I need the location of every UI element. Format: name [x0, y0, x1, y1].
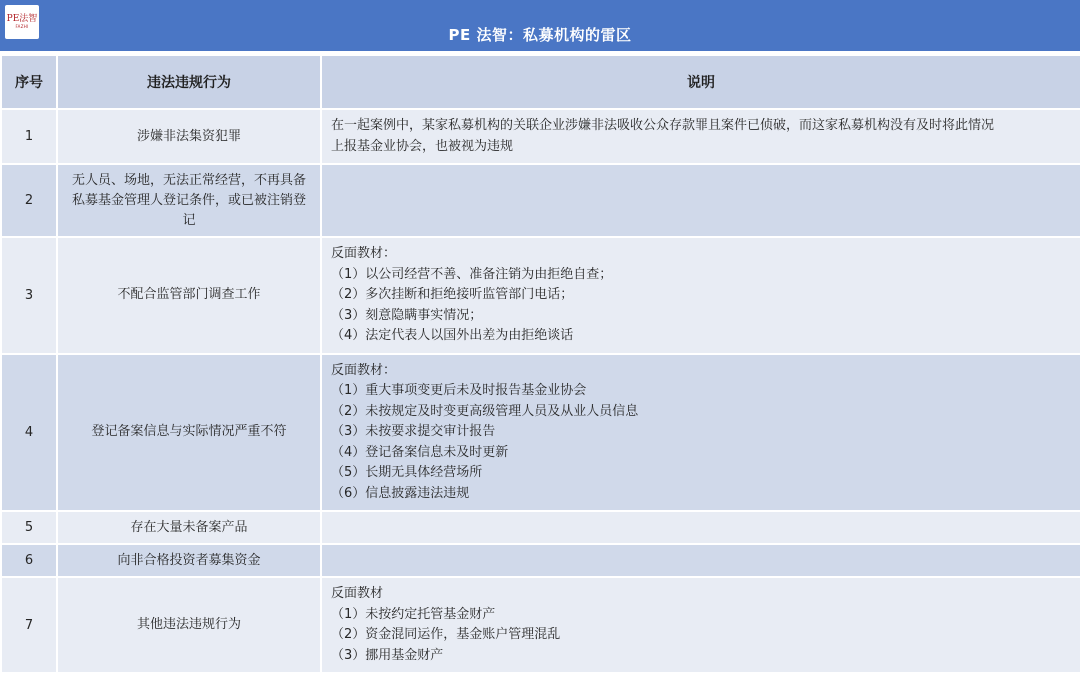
- row-description: [321, 544, 1080, 577]
- row-description: [321, 237, 1080, 354]
- table-row: [1, 109, 1080, 164]
- desc-heading: 反面教材：: [331, 362, 397, 378]
- table-row: [1, 164, 1080, 237]
- desc-item: （1）未按约定托管基金财产: [331, 606, 496, 622]
- row-behavior: 涉嫌非法集资犯罪: [57, 109, 321, 164]
- desc-item: （4）登记备案信息未及时更新: [331, 444, 509, 460]
- row-behavior: 不配合监管部门调查工作: [57, 237, 321, 354]
- desc-item: （5）长期无具体经营场所: [331, 465, 483, 480]
- violations-table: [0, 54, 1080, 674]
- table-header-row: [1, 55, 1080, 109]
- row-description: [321, 577, 1080, 673]
- desc-line: 上报基金业协会，也被视为违规: [331, 138, 514, 154]
- row-behavior: 无人员、场地，无法正常经营，不再具备私募基金管理人登记条件，或已被注销登记: [57, 164, 321, 237]
- table-row: [1, 237, 1080, 354]
- desc-item: （3）挪用基金财产: [331, 647, 444, 663]
- row-description: [321, 164, 1080, 237]
- row-description: [321, 109, 1080, 164]
- column-header-behavior: 违法违规行为: [57, 55, 321, 109]
- row-num: 1: [1, 109, 57, 164]
- row-behavior: 向非合格投资者募集资金: [57, 544, 321, 577]
- row-description: [321, 511, 1080, 544]
- table-row: [1, 511, 1080, 544]
- desc-item: （6）信息披露违法违规: [331, 485, 470, 501]
- table-row: [1, 577, 1080, 673]
- row-num: 5: [1, 511, 57, 544]
- desc-heading: 反面教材: [331, 586, 384, 601]
- table-row: [1, 354, 1080, 512]
- pe-fazhi-logo: [5, 5, 39, 39]
- desc-item: （4）法定代表人以国外出差为由拒绝谈话: [331, 328, 574, 343]
- row-behavior: 其他违法违规行为: [57, 577, 321, 673]
- desc-item: （1）重大事项变更后未及时报告基金业协会: [331, 383, 587, 398]
- row-num: 6: [1, 544, 57, 577]
- logo-text: PE法智: [6, 14, 38, 24]
- table-row: [1, 544, 1080, 577]
- desc-item: （2）未按规定及时变更高级管理人员及从业人员信息: [331, 403, 639, 419]
- row-num: 3: [1, 237, 57, 354]
- desc-item: （2）多次挂断和拒绝接听监管部门电话；: [331, 287, 574, 302]
- row-behavior: 登记备案信息与实际情况严重不符: [57, 354, 321, 512]
- column-header-desc: 说明: [321, 55, 1080, 109]
- row-description: [321, 354, 1080, 512]
- desc-item: （3）未按要求提交审计报告: [331, 424, 496, 439]
- logo-subtext: FAZHI: [15, 24, 29, 29]
- page-title: PE 法智：私募机构的雷区: [448, 26, 632, 44]
- desc-heading: 反面教材：: [331, 246, 397, 261]
- desc-item: （1）以公司经营不善、准备注销为由拒绝自查；: [331, 266, 613, 282]
- row-num: 4: [1, 354, 57, 512]
- column-header-num: 序号: [1, 55, 57, 109]
- desc-line: 在一起案例中，某家私募机构的关联企业涉嫌非法吸收公众存款罪且案件已侦破，而这家私募机构没有及时将此情况: [331, 118, 995, 133]
- desc-item: （3）刻意隐瞒事实情况；: [331, 307, 483, 323]
- row-behavior: 存在大量未备案产品: [57, 511, 321, 544]
- row-num: 7: [1, 577, 57, 673]
- desc-item: （2）资金混同运作，基金账户管理混乱: [331, 627, 561, 642]
- row-num: 2: [1, 164, 57, 237]
- title-bar: [0, 0, 1080, 51]
